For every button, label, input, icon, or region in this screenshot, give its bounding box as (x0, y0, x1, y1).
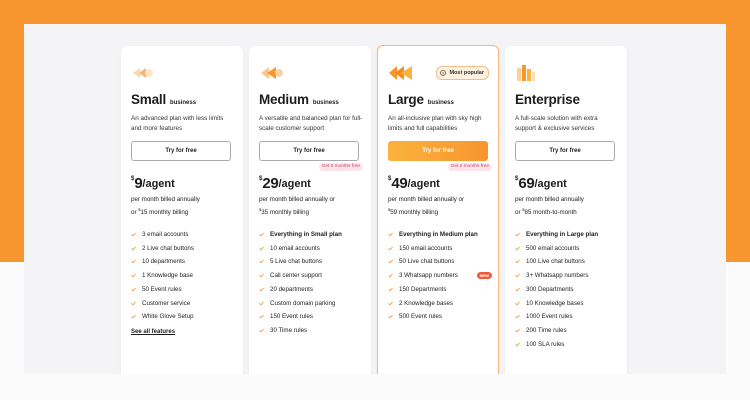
check-icon (515, 301, 520, 306)
check-icon (259, 328, 264, 333)
check-icon (259, 314, 264, 319)
feature-item (515, 313, 619, 321)
feature-item (388, 313, 492, 321)
billing-line-1: per month billed annually (131, 196, 200, 203)
feature-label: 150 Event rules (270, 313, 313, 321)
feature-label: 150 Departments (399, 285, 447, 293)
feature-item (131, 272, 235, 280)
check-icon (131, 246, 136, 251)
feature-list (131, 231, 235, 321)
feature-item (388, 300, 492, 308)
billing-currency: $ (259, 206, 262, 212)
check-icon (131, 259, 136, 264)
small-plan-icon (131, 64, 157, 82)
price-unit: /agent (534, 178, 567, 190)
billing-info (388, 195, 492, 217)
plan-name: Small (131, 92, 167, 107)
try-for-free-button[interactable]: Try for free (388, 141, 488, 161)
billing-currency: $ (138, 206, 141, 212)
new-badge: NEW (477, 272, 492, 279)
see-all-features-link[interactable]: See all features (131, 328, 176, 335)
price-amount: 29 (262, 175, 279, 192)
pricing-section (24, 24, 726, 374)
feature-item (388, 231, 492, 239)
feature-label: 100 Live chat buttons (526, 258, 585, 266)
feature-label: 2 Live chat buttons (142, 244, 194, 252)
feature-label: 100 SLA rules (526, 340, 565, 348)
plan-subtitle: business (312, 100, 339, 106)
billing-line-1: per month billed annually or (259, 196, 336, 203)
feature-item (259, 245, 363, 253)
billing-currency: $ (522, 206, 525, 212)
feature-item (515, 231, 619, 239)
feature-label: 5 Live chat buttons (270, 258, 322, 266)
billing-info (131, 195, 235, 217)
price-amount: 69 (518, 175, 535, 192)
plan-name: Large (388, 92, 424, 107)
check-icon (388, 259, 393, 264)
feature-item (131, 286, 235, 294)
plan-card-large (377, 45, 499, 374)
billing-line-2: 15 monthly billing (140, 208, 189, 216)
price (259, 175, 363, 192)
price-currency: $ (388, 176, 392, 182)
feature-label: 200 Time rules (526, 326, 567, 334)
try-for-free-button[interactable]: Try for free (515, 141, 615, 161)
price (515, 175, 619, 192)
check-icon (131, 301, 136, 306)
feature-label: 50 Live chat buttons (399, 258, 455, 266)
feature-item (259, 258, 363, 266)
price (388, 175, 492, 192)
feature-label: Everything in Large plan (526, 231, 599, 239)
promo-badge: Get 2 months free (319, 163, 363, 171)
billing-prefix: or (131, 208, 139, 216)
check-icon (131, 273, 136, 278)
try-for-free-button[interactable]: Try for free (259, 141, 359, 161)
feature-label: 30 Time rules (270, 326, 308, 334)
feature-item (515, 341, 619, 349)
feature-label: 3 Whatsapp numbers (399, 272, 458, 280)
plan-cards (121, 46, 631, 374)
plan-name: Enterprise (515, 92, 580, 107)
plan-card-small (121, 46, 243, 374)
price-unit: /agent (407, 178, 440, 190)
feature-label: 10 Knowledge bases (526, 299, 584, 307)
feature-label: Everything in Small plan (270, 231, 342, 239)
feature-label: 500 Event rules (399, 313, 442, 321)
check-icon (131, 287, 136, 292)
promo-row (515, 163, 619, 171)
check-icon (259, 232, 264, 237)
promo-row (388, 163, 492, 171)
feature-item (131, 300, 235, 308)
feature-item (388, 245, 492, 253)
feature-item (259, 272, 363, 280)
feature-list (515, 231, 619, 348)
check-icon (259, 287, 264, 292)
feature-label: 1 Knowledge base (142, 272, 193, 280)
check-icon (388, 301, 393, 306)
feature-list (388, 231, 492, 321)
feature-label: 10 departments (142, 258, 185, 266)
check-icon (131, 232, 136, 237)
plan-name: Medium (259, 92, 309, 107)
check-icon (388, 287, 393, 292)
billing-line-1: per month billed annually or (388, 196, 465, 203)
price-currency: $ (131, 176, 135, 182)
billing-line-2: 59 monthly billing (390, 208, 439, 216)
feature-label: Custom domain parking (270, 299, 336, 307)
plan-card-enterprise (505, 46, 627, 374)
check-icon (388, 314, 393, 319)
feature-label: Customer service (142, 299, 191, 307)
billing-line-1: per month billed annually (515, 196, 584, 203)
plan-description: A full-scale solution with extra support & exclusive services (515, 115, 598, 132)
billing-info (515, 195, 619, 217)
check-icon (515, 232, 520, 237)
feature-label: Everything in Medium plan (399, 231, 478, 239)
check-icon (515, 328, 520, 333)
price (131, 175, 235, 192)
feature-item (388, 286, 492, 294)
enterprise-plan-icon (515, 64, 541, 82)
price-unit: /agent (142, 178, 175, 190)
feature-label: White Glove Setup (142, 313, 194, 321)
large-plan-icon (388, 64, 414, 82)
feature-item (259, 313, 363, 321)
feature-item (259, 286, 363, 294)
plan-subtitle: business (427, 100, 454, 106)
feature-label: 3 email accounts (142, 231, 189, 239)
check-icon (259, 301, 264, 306)
feature-list (259, 231, 363, 334)
price-unit: /agent (278, 178, 311, 190)
plan-card-medium (249, 46, 371, 374)
plan-description: An all-inclusive plan with sky high limits and full capabilities (388, 115, 482, 132)
plan-description: A versatile and balanced plan for full-scale customer support (259, 115, 363, 132)
check-icon (259, 273, 264, 278)
feature-item (131, 245, 235, 253)
feature-item (259, 300, 363, 308)
badge-label: Most popular (449, 70, 484, 76)
check-icon (131, 314, 136, 319)
feature-label: 3+ Whatsapp numbers (526, 272, 589, 280)
feature-label: 20 departments (270, 285, 313, 293)
feature-item (131, 313, 235, 321)
feature-item (515, 327, 619, 335)
check-icon (515, 246, 520, 251)
promo-row (131, 163, 235, 171)
check-icon (515, 259, 520, 264)
feature-label: 10 email accounts (270, 244, 320, 252)
feature-label: 2 Knowledge bases (399, 299, 454, 307)
promo-row (259, 163, 363, 171)
feature-label: 1000 Event rules (526, 313, 573, 321)
check-icon (259, 259, 264, 264)
plan-subtitle: business (170, 100, 197, 106)
check-icon (388, 246, 393, 251)
check-icon (259, 246, 264, 251)
price-amount: 9 (134, 175, 143, 192)
billing-prefix: or (515, 208, 523, 216)
medium-plan-icon (259, 64, 285, 82)
feature-item (515, 258, 619, 266)
feature-label: 150 email accounts (399, 244, 453, 252)
feature-item (388, 272, 492, 280)
feature-item (515, 300, 619, 308)
plan-description: An advanced plan with less limits and more features (131, 115, 224, 132)
feature-item (131, 231, 235, 239)
feature-item (259, 231, 363, 239)
price-amount: 49 (391, 175, 408, 192)
feature-label: 500 email accounts (526, 244, 580, 252)
feature-label: 300 Departments (526, 285, 574, 293)
billing-info (259, 195, 363, 217)
try-for-free-button[interactable]: Try for free (131, 141, 231, 161)
billing-line-2: 35 monthly billing (261, 208, 310, 216)
feature-item (515, 286, 619, 294)
billing-currency: $ (388, 206, 391, 212)
promo-badge: Get 2 months free (448, 163, 492, 171)
feature-label: Call center support (270, 272, 322, 280)
feature-item (515, 272, 619, 280)
check-icon (515, 314, 520, 319)
check-icon (388, 273, 393, 278)
feature-item (515, 245, 619, 253)
feature-item (259, 327, 363, 335)
billing-line-2: 85 month-to-month (524, 208, 577, 216)
feature-item (131, 258, 235, 266)
check-icon (515, 342, 520, 347)
price-currency: $ (259, 176, 263, 182)
check-icon (515, 287, 520, 292)
price-currency: $ (515, 176, 519, 182)
check-icon (388, 232, 393, 237)
feature-label: 50 Event rules (142, 285, 182, 293)
check-icon (515, 273, 520, 278)
feature-item (388, 258, 492, 266)
